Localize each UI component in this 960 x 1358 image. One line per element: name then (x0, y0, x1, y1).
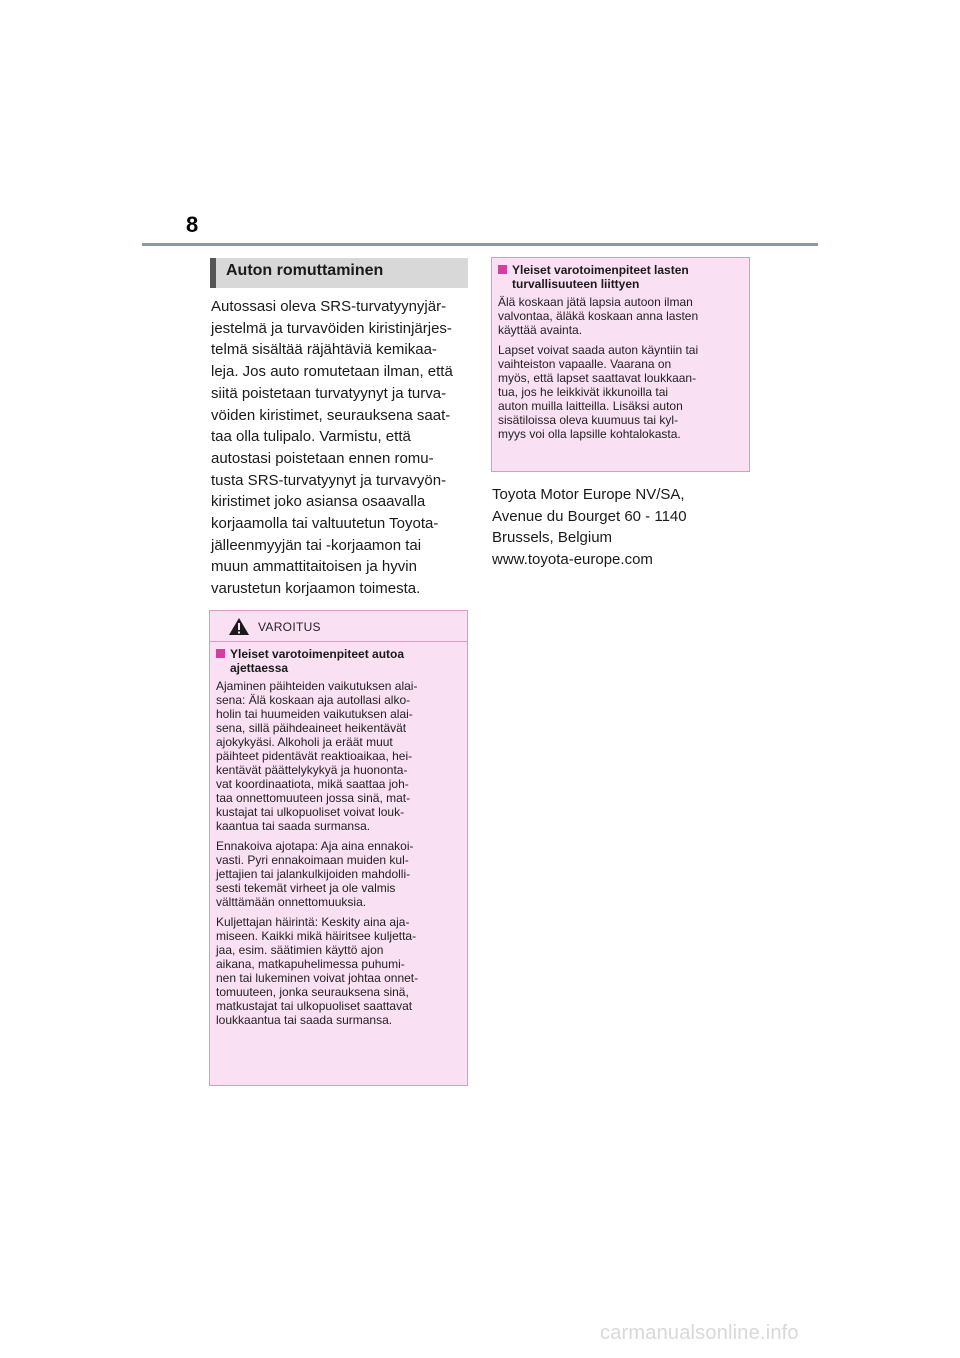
section-heading: Auton romuttaminen (210, 258, 468, 288)
body-line: varustetun korjaamon toimesta. (211, 580, 421, 598)
body-line: Autossasi oleva SRS-turvatyynyjär- (211, 298, 447, 315)
children-warning-paragraph: Älä koskaan jätä lapsia autoon ilman valvontaa, äläkä koskaan anna lasten käyttää avainta. (498, 295, 699, 337)
children-warning-subheading: Yleiset varotoimenpiteet lasten turvallisuuteen liittyen (498, 263, 743, 291)
address-block (492, 484, 792, 571)
address-line: Avenue du Bourget 60 - 1140 (492, 507, 687, 525)
warning-paragraph: Kuljettajan häirintä: Keskity aina aja- miseen. Kaikki mikä häiritsee kuljetta- jaa, esim. säätimien käyttö ajon aikana, matkapuhelimessa puhumi- nen tai lukeminen voivat johtaa onnet- tomuuteen, jonka seurauksena sinä, matkustajat tai ulkopuoliset saattavat loukkaantua tai saada surmansa. (216, 915, 419, 1027)
warning-box (209, 610, 468, 1086)
bullet-square-icon (216, 649, 225, 658)
warning-content (210, 642, 467, 1027)
warning-title: VAROITUS (258, 620, 321, 634)
website-link[interactable]: www.toyota-europe.com (492, 551, 653, 569)
body-line: leja. Jos auto romutetaan ilman, että (211, 363, 453, 381)
body-line: telmä sisältää räjähtäviä kemikaa- (211, 341, 437, 359)
body-line: tusta SRS-turvatyynyt ja turvavyön- (211, 471, 447, 489)
children-warning-paragraph: Lapset voivat saada auton käyntiin tai vaihteiston vapaalle. Vaarana on myös, että lapset saattavat loukkaan- tua, jos he leikkivät ikkunoilla tai auton muilla laitteilla. Lisäksi auton sisätiloissa oleva kuumuus tai kyl- myys voi olla lapsille kohtalokasta. (498, 343, 699, 441)
body-line: muun ammattitaitoisen ja hyvin (211, 558, 417, 576)
body-line: jälleenmyyjän tai -korjaamon tai (211, 536, 422, 554)
warning-paragraph: Ajaminen päihteiden vaikutuksen alai- sena: Älä koskaan aja autollasi alko- holin tai huumeiden vaikutuksen alai- sena, sillä päihdeaineet heikentävät ajokykyäsi. Alkoholi ja eräät muut päihteet pidentävät reaktioaikaa, hei- kentävät päättelykykyä ja huononta- vat koordinaatiota, mikä saattaa joh- taa onnettomuuteen jossa sinä, mat- kustajat tai ulkopuoliset voivat louk- kaantua tai saada surmansa. (216, 679, 418, 833)
body-line: vöiden kiristimet, seurauksena saat- (211, 406, 451, 424)
warning-header (210, 611, 467, 642)
body-line: jestelmä ja turvavöiden kiristinjärjes- (211, 319, 452, 337)
body-line: autostasi poistetaan ennen romu- (211, 449, 434, 467)
body-line: taa olla tulipalo. Varmistu, että (211, 428, 411, 446)
body-line: siitä poistetaan turvatyynyt ja turva- (211, 384, 447, 402)
warning-subheading: Yleiset varotoimenpiteet autoa ajettaessa (216, 647, 461, 675)
warning-paragraph: Ennakoiva ajotapa: Aja aina ennakoi- vasti. Pyri ennakoimaan muiden kul- jettajien tai jalankulkijoiden mahdolli- sesti tekemät virheet ja ole valmis välttämään onnettomuuksia. (216, 839, 414, 909)
body-line: kiristimet joko asiansa osaavalla (211, 493, 426, 511)
body-line: korjaamolla tai valtuutetun Toyota- (211, 515, 439, 533)
bullet-square-icon (498, 265, 507, 274)
warning-triangle-icon (228, 617, 250, 641)
children-warning-box (491, 257, 750, 472)
address-line: Toyota Motor Europe NV/SA, (492, 486, 685, 503)
section-body (211, 296, 473, 600)
watermark: carmanualsonline.info (600, 1322, 799, 1344)
address-line: Brussels, Belgium (492, 529, 613, 547)
header-rule (142, 243, 818, 246)
page-number: 8 (186, 212, 199, 237)
